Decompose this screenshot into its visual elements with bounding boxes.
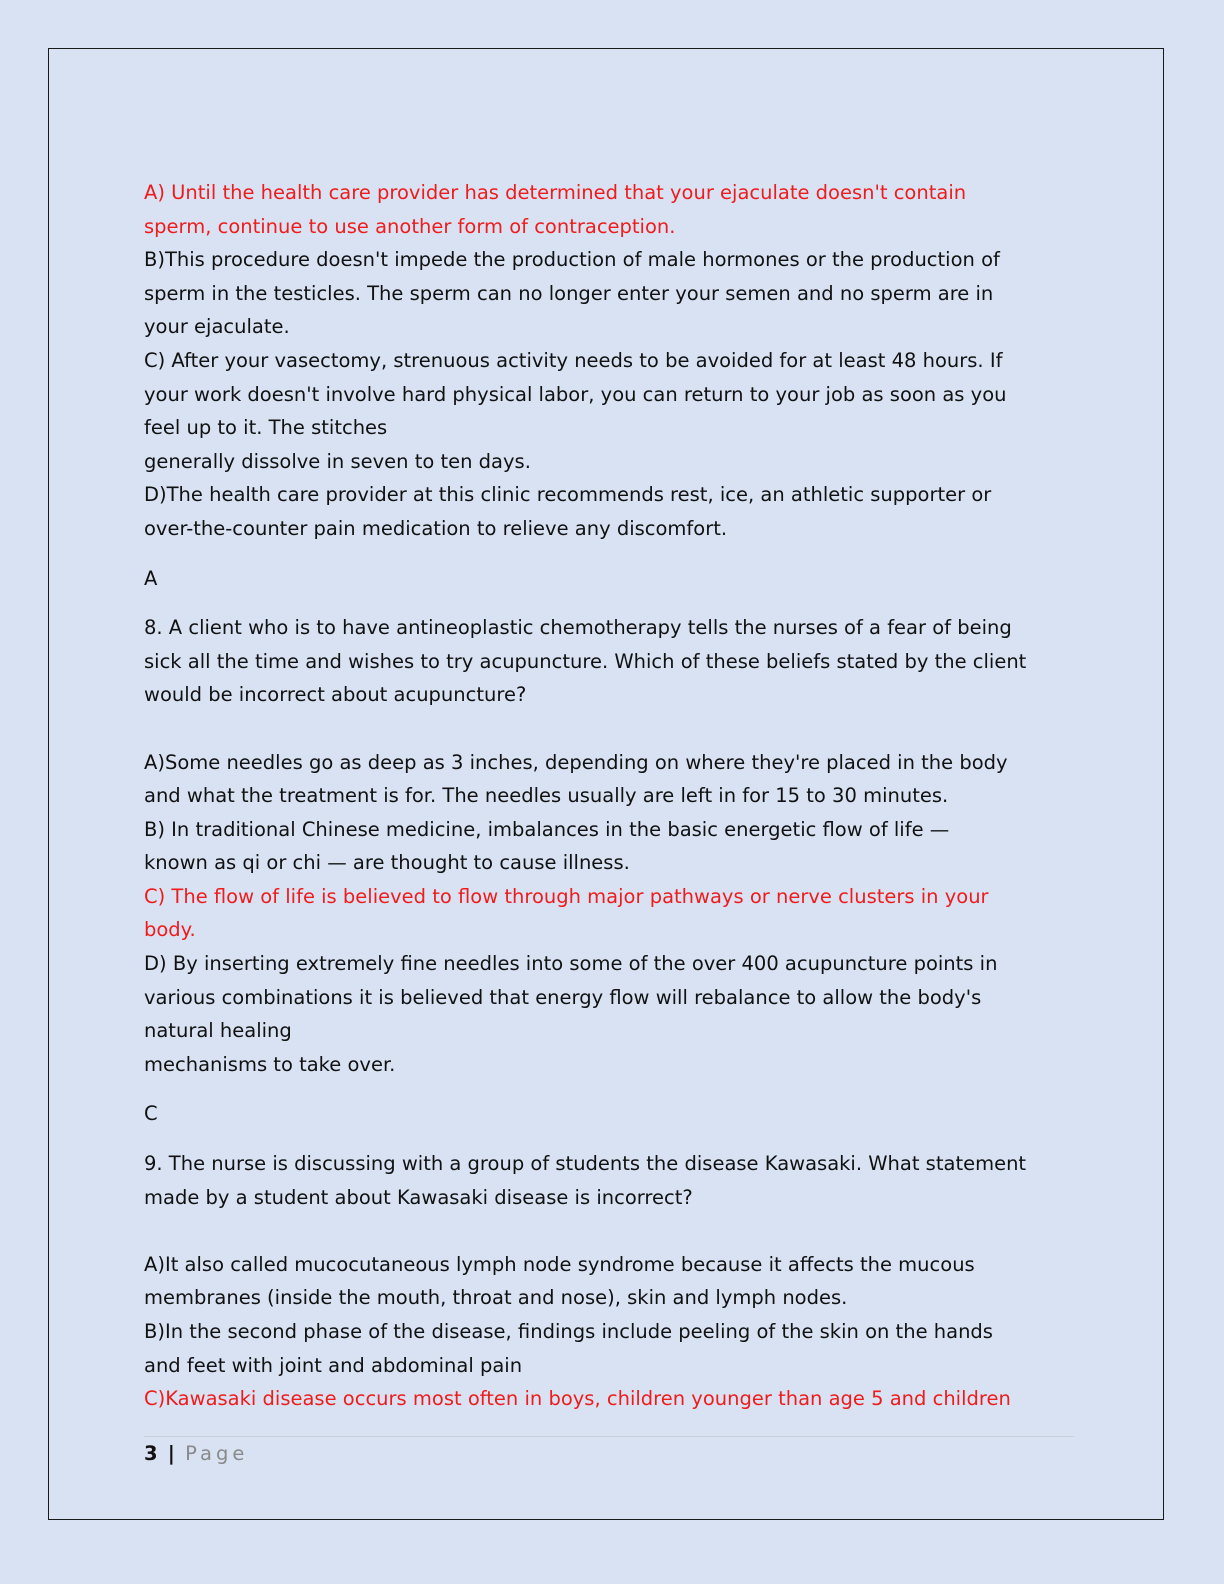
text-line: 9. The nurse is discussing with a group of students the disease Kawasaki. What statement [144, 1152, 1027, 1176]
text-line: A)Some needles go as deep as 3 inches, depending on where they're placed in the body [144, 750, 1008, 774]
text-line: over-the-counter pain medication to relieve any discomfort. [144, 516, 728, 540]
text-line: body. [144, 918, 196, 942]
text-line: known as qi or chi — are thought to cause illness. [144, 851, 630, 875]
text-line: natural healing [144, 1019, 292, 1043]
text-line: would be incorrect about acupuncture? [144, 683, 527, 707]
q7-option-a [144, 176, 1024, 243]
text-line: C) After your vasectomy, strenuous activity needs to be avoided for at least 48 hours. If [144, 348, 1003, 372]
page-footer [144, 1440, 248, 1468]
text-line: feel up to it. The stitches [144, 416, 388, 440]
q7-answer: A [144, 566, 158, 590]
text-line: membranes (inside the mouth, throat and nose), skin and lymph nodes. [144, 1286, 848, 1310]
text-line: D) By inserting extremely fine needles into some of the over 400 acupuncture points in [144, 952, 998, 976]
text-line: sperm, continue to use another form of contraception. [144, 214, 676, 238]
text-line: sick all the time and wishes to try acupuncture. Which of these beliefs stated by the client [144, 649, 1027, 673]
text-line: A)It also called mucocutaneous lymph node syndrome because it affects the mucous [144, 1252, 975, 1276]
q7-option-b [144, 243, 1024, 344]
q8-answer: C [144, 1102, 158, 1126]
text-line: made by a student about Kawasaki disease is incorrect? [144, 1185, 693, 1209]
text-line: your work doesn't involve hard physical labor, you can return to your job as soon as you [144, 382, 1007, 406]
text-line: B) In traditional Chinese medicine, imbalances in the basic energetic flow of life — [144, 817, 950, 841]
page-separator: | [167, 1442, 175, 1465]
q8-option-b [144, 813, 1024, 880]
q9-option-b [144, 1315, 1024, 1382]
footer-divider [144, 1436, 1074, 1437]
q8-option-d [144, 947, 1024, 1081]
q9-option-c [144, 1382, 1024, 1416]
text-line: various combinations it is believed that energy flow will rebalance to allow the body's [144, 985, 982, 1009]
text-line: C) The flow of life is believed to flow through major pathways or nerve clusters in your [144, 884, 989, 908]
text-line: your ejaculate. [144, 315, 290, 339]
text-line: mechanisms to take over. [144, 1052, 396, 1076]
text-line: and feet with joint and abdominal pain [144, 1353, 523, 1377]
text-line: C)Kawasaki disease occurs most often in boys, children younger than age 5 and children [144, 1387, 1011, 1411]
text-line: and what the treatment is for. The needles usually are left in for 15 to 30 minutes. [144, 784, 949, 808]
text-line: generally dissolve in seven to ten days. [144, 449, 531, 473]
q8-question [144, 611, 1027, 712]
text-line: D)The health care provider at this clinic recommends rest, ice, an athletic supporter or [144, 483, 992, 507]
text-line: 8. A client who is to have antineoplastic chemotherapy tells the nurses of a fear of being [144, 616, 1012, 640]
document-body [144, 176, 1027, 1416]
page-number: 3 [144, 1442, 158, 1465]
text-line: B)This procedure doesn't impede the production of male hormones or the production of [144, 248, 1000, 272]
q8-option-a [144, 746, 1024, 813]
q9-question [144, 1147, 1027, 1214]
q9-option-a [144, 1248, 1024, 1315]
text-line: B)In the second phase of the disease, findings include peeling of the skin on the hands [144, 1320, 993, 1343]
text-line: A) Until the health care provider has determined that your ejaculate doesn't contain [144, 181, 967, 204]
q7-option-d [144, 478, 1024, 545]
q8-option-c [144, 880, 1024, 947]
text-line: sperm in the testicles. The sperm can no longer enter your semen and no sperm are in [144, 281, 994, 305]
page-label: Page [185, 1442, 249, 1465]
q7-option-c [144, 344, 1024, 478]
